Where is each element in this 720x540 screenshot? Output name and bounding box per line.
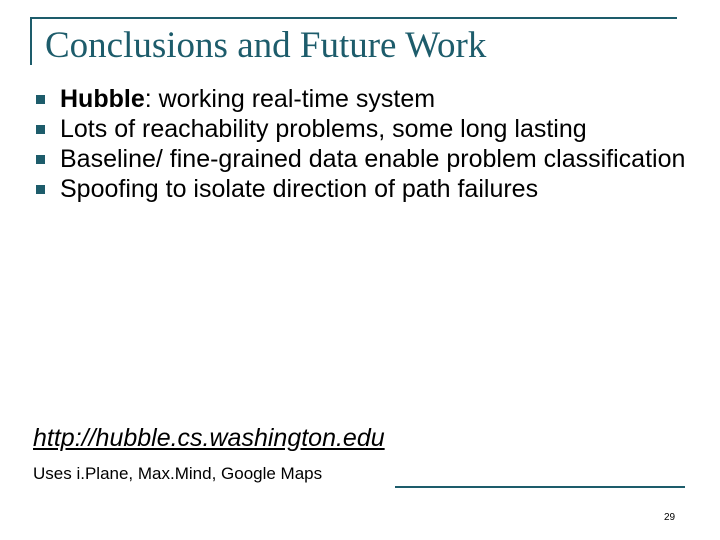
bullet-bold-text: Hubble bbox=[60, 85, 145, 113]
bullet-item bbox=[36, 114, 706, 144]
title-frame-top-line bbox=[30, 17, 677, 19]
credits-text: Uses i.Plane, Max.Mind, Google Maps bbox=[33, 464, 323, 483]
page-number: 29 bbox=[664, 512, 676, 523]
bullet-item bbox=[36, 144, 706, 174]
bullet-text: Baseline/ fine-grained data enable problem classification bbox=[60, 145, 686, 173]
bullet-text: Lots of reachability problems, some long lasting bbox=[60, 115, 587, 143]
bullet-item bbox=[36, 84, 706, 114]
slide-title: Conclusions and Future Work bbox=[45, 25, 487, 66]
hubble-website-link[interactable]: http://hubble.cs.washington.edu bbox=[33, 424, 385, 452]
bullet-text: Spoofing to isolate direction of path failures bbox=[60, 175, 539, 203]
square-bullet-icon bbox=[36, 125, 45, 134]
square-bullet-icon bbox=[36, 185, 45, 194]
title-frame-left-line bbox=[30, 17, 32, 65]
square-bullet-icon bbox=[36, 95, 45, 104]
bullet-item bbox=[36, 174, 706, 204]
bullet-text: : working real-time system bbox=[144, 85, 436, 113]
bullet-list bbox=[36, 84, 706, 204]
square-bullet-icon bbox=[36, 155, 45, 164]
bottom-divider bbox=[395, 486, 685, 488]
